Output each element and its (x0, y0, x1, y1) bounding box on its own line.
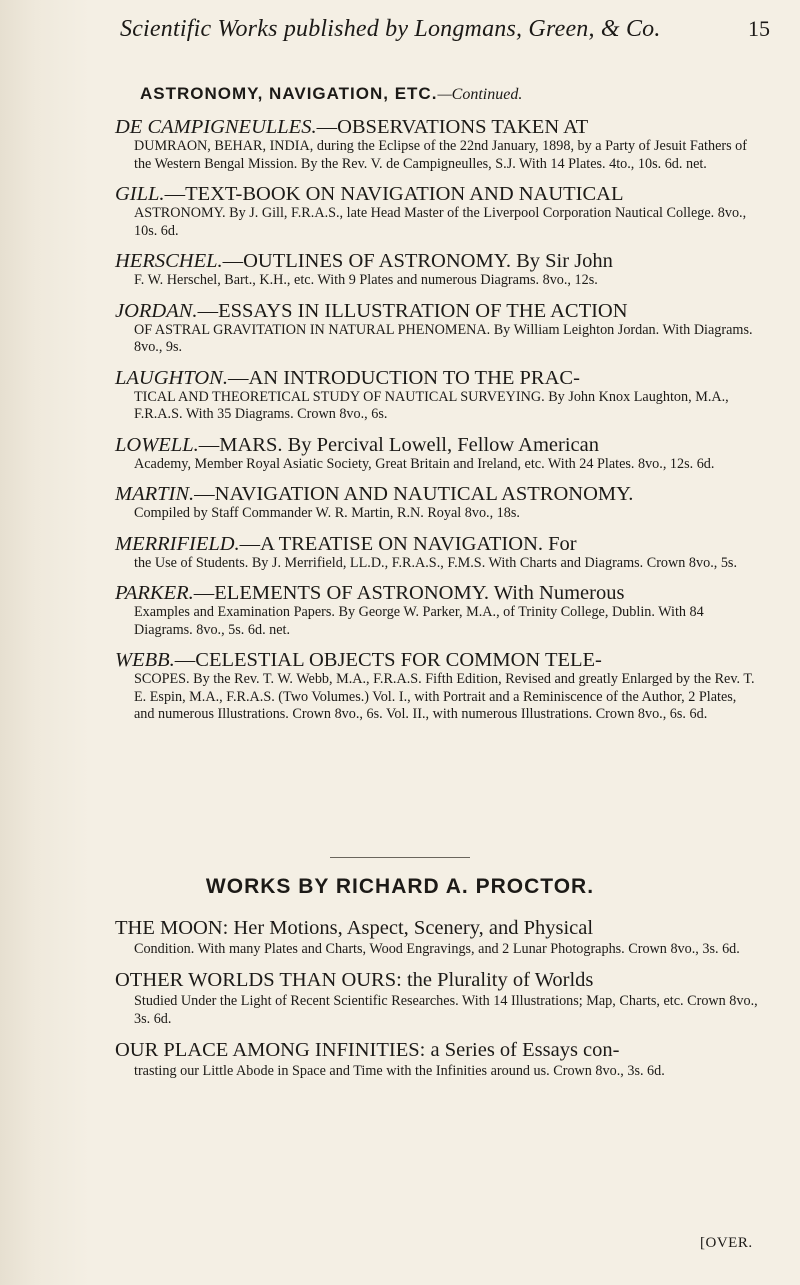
entry-author: GILL. (115, 183, 165, 205)
catchword: [OVER. (700, 1235, 753, 1251)
catalog-entry (115, 582, 760, 639)
entry-title: —NAVIGATION AND NAUTICAL ASTRONOMY. (194, 483, 634, 505)
proctor-heading: WORKS BY RICHARD A. PROCTOR. (205, 875, 595, 898)
entry-title: —TEXT-BOOK ON NAVIGATION AND NAUTICAL (164, 183, 624, 205)
entry-author: DE CAMPIGNEULLES. (115, 116, 317, 138)
catalog-entry (115, 367, 760, 424)
entry-title-line (115, 483, 760, 505)
catalog-entry (115, 483, 760, 523)
entry-title: —OBSERVATIONS TAKEN AT (316, 116, 589, 138)
section-divider (330, 857, 470, 858)
entry-title: —ESSAYS IN ILLUSTRATION OF THE ACTION (197, 299, 628, 322)
entry-title-line (115, 250, 760, 272)
entry-description: Examples and Examination Papers. By George W. Parker, M.A., of Trinity College, Dublin. With 84 Diagrams. 8vo., 5s. 6d. net. (134, 604, 704, 638)
work-title-line: OTHER WORLDS THAN OURS: the Plurality of Worlds (115, 969, 594, 991)
entry-title: —MARS. By Percival Lowell, Fellow American (198, 433, 600, 456)
entry-description: DUMRAON, BEHAR, INDIA, during the Eclipse of the 22nd January, 1898, by a Party of Jesuit Fathers of the Western Bengal Mission. By the Rev. V. de Campigneulles, S.J. With 14 Plates. 4to., 10s. 6d. net. (134, 138, 747, 172)
entry-description: F. W. Herschel, Bart., K.H., etc. With 9 Plates and numerous Diagrams. 8vo., 12s. (134, 272, 598, 288)
section-title: ASTRONOMY, NAVIGATION, ETC. (140, 84, 438, 103)
section-heading (140, 84, 740, 104)
entry-description: OF ASTRAL GRAVITATION IN NATURAL PHENOMENA. By William Leighton Jordan. With Diagrams. 8vo., 9s. (134, 321, 753, 355)
entry-author: LAUGHTON. (115, 366, 228, 389)
proctor-work (115, 968, 760, 1028)
entry-author: PARKER. (115, 582, 194, 604)
entry-title-line (115, 649, 760, 671)
entry-title-line (115, 367, 760, 389)
page-number: 15 (748, 16, 770, 41)
entry-list (115, 116, 760, 734)
entry-title: —AN INTRODUCTION TO THE PRAC- (227, 366, 580, 389)
catalog-entry (115, 116, 760, 173)
proctor-work (115, 1038, 760, 1080)
catalog-entry (115, 300, 760, 357)
entry-title: —OUTLINES OF ASTRONOMY. By Sir John (222, 250, 613, 272)
entry-title: —CELESTIAL OBJECTS FOR COMMON TELE- (174, 649, 602, 671)
entry-author: JORDAN. (115, 299, 198, 322)
entry-author: MARTIN. (115, 483, 195, 505)
entry-title-line (115, 300, 760, 322)
entry-author: MERRIFIELD. (115, 532, 240, 555)
entry-description: Compiled by Staff Commander W. R. Martin, R.N. Royal 8vo., 18s. (134, 505, 520, 521)
work-title-line: OUR PLACE AMONG INFINITIES: a Series of Essays con- (115, 1039, 620, 1061)
catalog-entry (115, 533, 760, 573)
entry-title-line (115, 582, 760, 604)
work-title-line: THE MOON: Her Motions, Aspect, Scenery, and Physical (115, 917, 594, 939)
running-title: Scientific Works published by Longmans, Green, & Co. (120, 16, 661, 42)
entry-title-line (115, 434, 760, 456)
proctor-work-list (115, 916, 760, 1090)
entry-description: ASTRONOMY. By J. Gill, F.R.A.S., late Head Master of the Liverpool Corporation Nautical College. 8vo., 10s. 6d. (134, 205, 747, 239)
entry-author: HERSCHEL. (115, 250, 223, 272)
catalog-entry (115, 183, 760, 240)
entry-author: WEBB. (115, 649, 175, 671)
catalog-entry (115, 250, 760, 290)
page-header (120, 16, 770, 43)
entry-author: LOWELL. (115, 433, 199, 456)
entry-description: the Use of Students. By J. Merrifield, LL.D., F.R.A.S., F.M.S. With Charts and Diagrams. Crown 8vo., 5s. (134, 554, 737, 571)
section-continued: —Continued. (437, 86, 523, 103)
entry-title-line (115, 183, 760, 205)
catalog-entry (115, 649, 760, 724)
entry-title: —ELEMENTS OF ASTRONOMY. With Numerous (193, 582, 625, 604)
work-description: Condition. With many Plates and Charts, Wood Engravings, and 2 Lunar Photographs. Crown 8vo., 3s. 6d. (134, 941, 740, 957)
page-gutter-shadow (0, 0, 90, 1285)
entry-description: Academy, Member Royal Asiatic Society, Great Britain and Ireland, etc. With 24 Plates. 8vo., 12s. 6d. (134, 455, 715, 472)
catalog-entry (115, 434, 760, 474)
entry-title: —A TREATISE ON NAVIGATION. For (239, 532, 577, 555)
work-description: trasting our Little Abode in Space and Time with the Infinities around us. Crown 8vo., 3s. 6d. (134, 1063, 665, 1079)
work-description: Studied Under the Light of Recent Scientific Researches. With 14 Illustrations; Map, Charts, etc. Crown 8vo., 3s. 6d. (134, 993, 758, 1027)
entry-title-line (115, 533, 760, 555)
entry-description: SCOPES. By the Rev. T. W. Webb, M.A., F.R.A.S. Fifth Edition, Revised and greatly Enlarged by the Rev. T. E. Espin, M.A., F.R.A.S. (Two Volumes.) Vol. I., with Portrait and a Reminiscence of the Author, 2 Plates, and numerous Illustrations. Crown 8vo., 6s. Vol. II., with numerous Illustrations. Crown 8vo., 6s. 6d. (134, 671, 755, 722)
entry-title-line (115, 116, 760, 138)
entry-description: TICAL AND THEORETICAL STUDY OF NAUTICAL SURVEYING. By John Knox Laughton, M.A., F.R.A.S. With 35 Diagrams. Crown 8vo., 6s. (134, 388, 729, 422)
proctor-work (115, 916, 760, 958)
